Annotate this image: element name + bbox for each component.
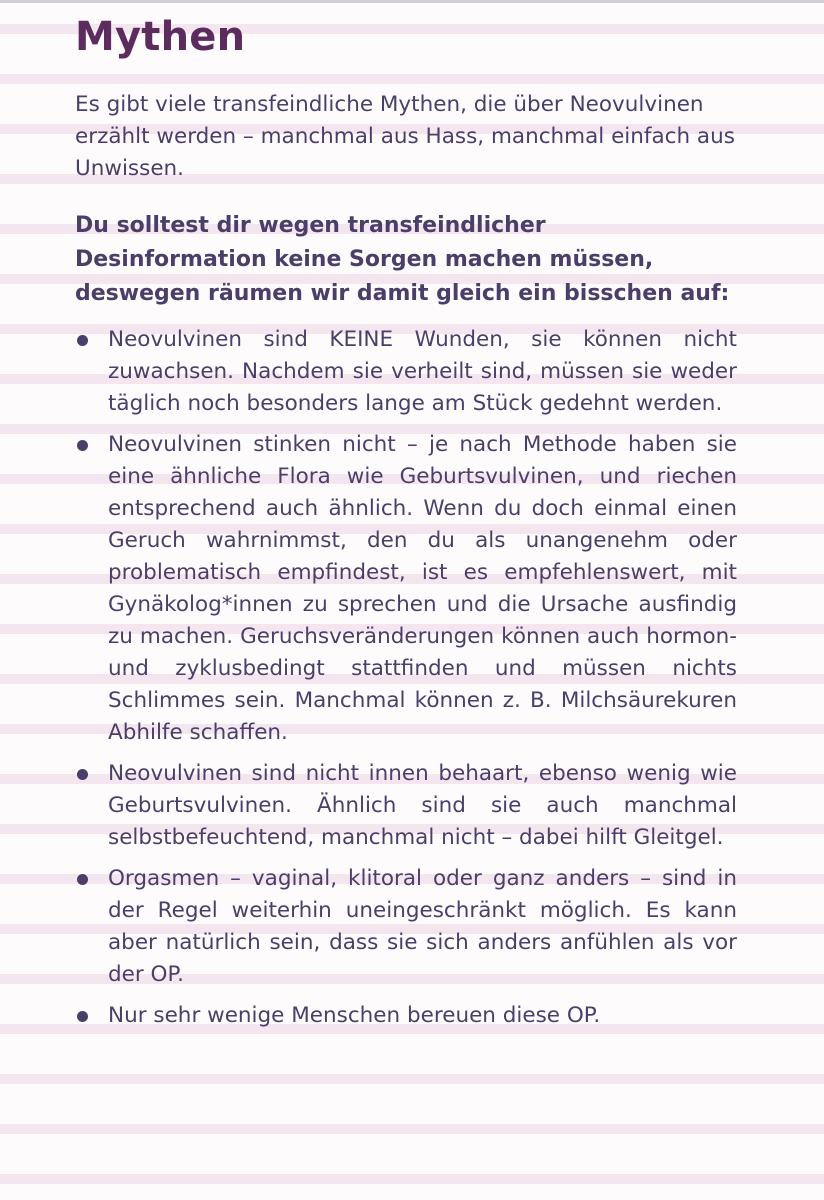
myth-list	[75, 324, 737, 1032]
list-item	[75, 1000, 737, 1032]
lead-paragraph: Du solltest dir wegen transfeindlicher Desinformation keine Sorgen machen müssen, deswegen räumen wir damit gleich ein bisschen auf:	[75, 213, 730, 306]
list-item-text: Neovulvinen sind nicht innen behaart, ebenso wenig wie Geburtsvulvinen. Ähnlich sind sie auch manchmal selbstbefeuchtend, manchmal nicht – dabei hilft Gleitgel.	[108, 761, 737, 850]
list-item	[75, 758, 737, 854]
bullet-icon	[77, 335, 88, 346]
bullet-icon	[77, 874, 88, 885]
bullet-icon	[77, 1011, 88, 1022]
bullet-icon	[77, 440, 88, 451]
list-item-text: Orgasmen – vaginal, klitoral oder ganz anders – sind in der Regel weiterhin uneingeschränkt möglich. Es kann aber natürlich sein, dass sie sich anders anfühlen als vor der OP.	[108, 866, 737, 987]
list-item-text: Nur sehr wenige Menschen bereuen diese OP.	[108, 1003, 601, 1028]
list-item	[75, 324, 737, 420]
list-item	[75, 863, 737, 991]
intro-paragraph: Es gibt viele transfeindliche Mythen, die über Neovulvinen erzählt werden – manchmal aus Hass, manchmal einfach aus Unwissen.	[75, 92, 735, 181]
list-item	[75, 429, 737, 749]
document-page	[75, 0, 737, 1041]
bullet-icon	[77, 769, 88, 780]
list-item-text: Neovulvinen stinken nicht – je nach Methode haben sie eine ähnliche Flora wie Geburtsvulvinen, und riechen entsprechend auch ähnlich. Wenn du doch einmal einen Geruch wahrnimmst, den du als unangenehm oder problematisch empfindest, ist es empfehlenswert, mit Gynäkolog*innen zu sprechen und die Ursache ausfindig zu machen. Geruchsveränderungen können auch hormon- und zyklusbedingt stattfinden und müssen nichts Schlimmes sein. Manchmal können z. B. Milchsäurekuren Abhilfe schaffen.	[108, 432, 737, 745]
list-item-text: Neovulvinen sind KEINE Wunden, sie können nicht zuwachsen. Nachdem sie verheilt sind, müssen sie weder täglich noch besonders lange am Stück gedehnt werden.	[108, 327, 737, 416]
page-title: Mythen	[75, 14, 246, 60]
